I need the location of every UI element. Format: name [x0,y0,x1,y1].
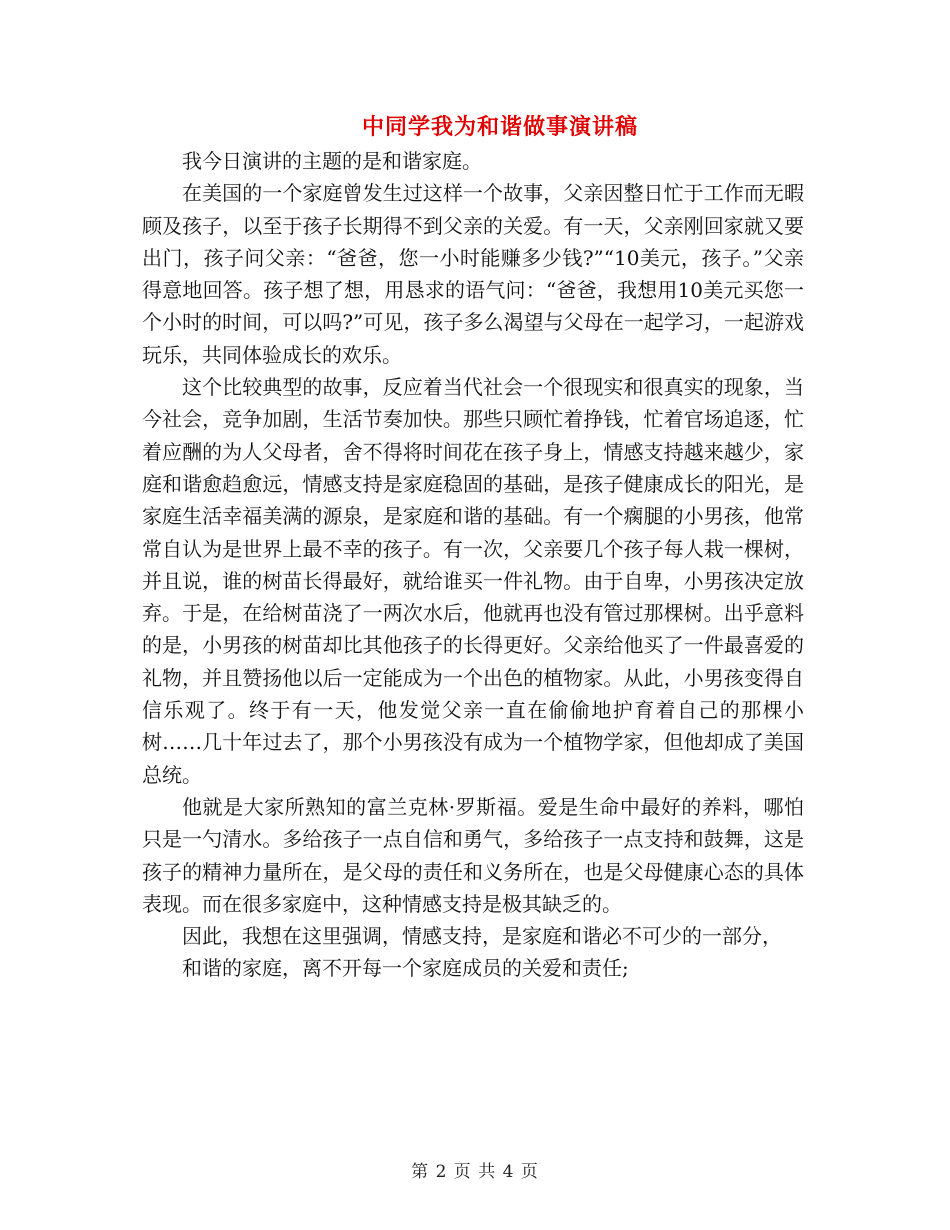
page-footer: 第 2 页 共 4 页 [411,1162,539,1182]
document-title: 中同学我为和谐做事演讲稿 [361,114,638,140]
paragraph: 和谐的家庭，离不开每一个家庭成员的关爱和责任; [182,956,629,981]
paragraph: 他就是大家所熟知的富兰克林·罗斯福。爱是生命中最好的养料，哪怕只是一勺清水。多给孩子一点自信和勇气，多给孩子一点支持和鼓舞，这是孩子的精神力量所在，是父母的责任和义务所在，也是父母健康心态的具体表现。而在很多家庭中，这种情感支持是极其缺乏的。 [142,794,804,916]
paragraph: 我今日演讲的主题的是和谐家庭。 [182,149,482,173]
document-body [142,145,804,985]
paragraph: 在美国的一个家庭曾发生过这样一个故事，父亲因整日忙于工作而无暇顾及孩子，以至于孩子长期得不到父亲的关爱。有一天，父亲刚回家就又要出门，孩子问父亲：“爸爸，您一小时能赚多少钱?”“10美元，孩子。”父亲得意地回答。孩子想了想，用恳求的语气问：“爸爸，我想用10美元买您一个小时的时间，可以吗?”可见，孩子多么渴望与父母在一起学习，一起游戏玩乐，共同体验成长的欢乐。 [142,181,804,367]
paragraph: 这个比较典型的故事，反应着当代社会一个很现实和很真实的现象，当今社会，竞争加剧，生活节奏加快。那些只顾忙着挣钱，忙着官场追逐，忙着应酬的为人父母者，舍不得将时间花在孩子身上，情感支持越来越少，家庭和谐愈趋愈远，情感支持是家庭稳固的基础，是孩子健康成长的阳光，是家庭生活幸福美满的源泉，是家庭和谐的基础。有一个瘸腿的小男孩，他常常自认为是世界上最不幸的孩子。有一次，父亲要几个孩子每人栽一棵树，并且说，谁的树苗长得最好，就给谁买一件礼物。由于自卑，小男孩决定放弃。于是，在给树苗浇了一两次水后，他就再也没有管过那棵树。出乎意料的是，小男孩的树苗却比其他孩子的长得更好。父亲给他买了一件最喜爱的礼物，并且赞扬他以后一定能成为一个出色的植物家。从此，小男孩变得自信乐观了。终于有一天，他发觉父亲一直在偷偷地护育着自己的那棵小树……几十年过去了，那个小男孩没有成为一个植物学家，但他却成了美国总统。 [142,375,804,787]
paragraph: 因此，我想在这里强调，情感支持，是家庭和谐必不可少的一部分， [182,924,782,949]
